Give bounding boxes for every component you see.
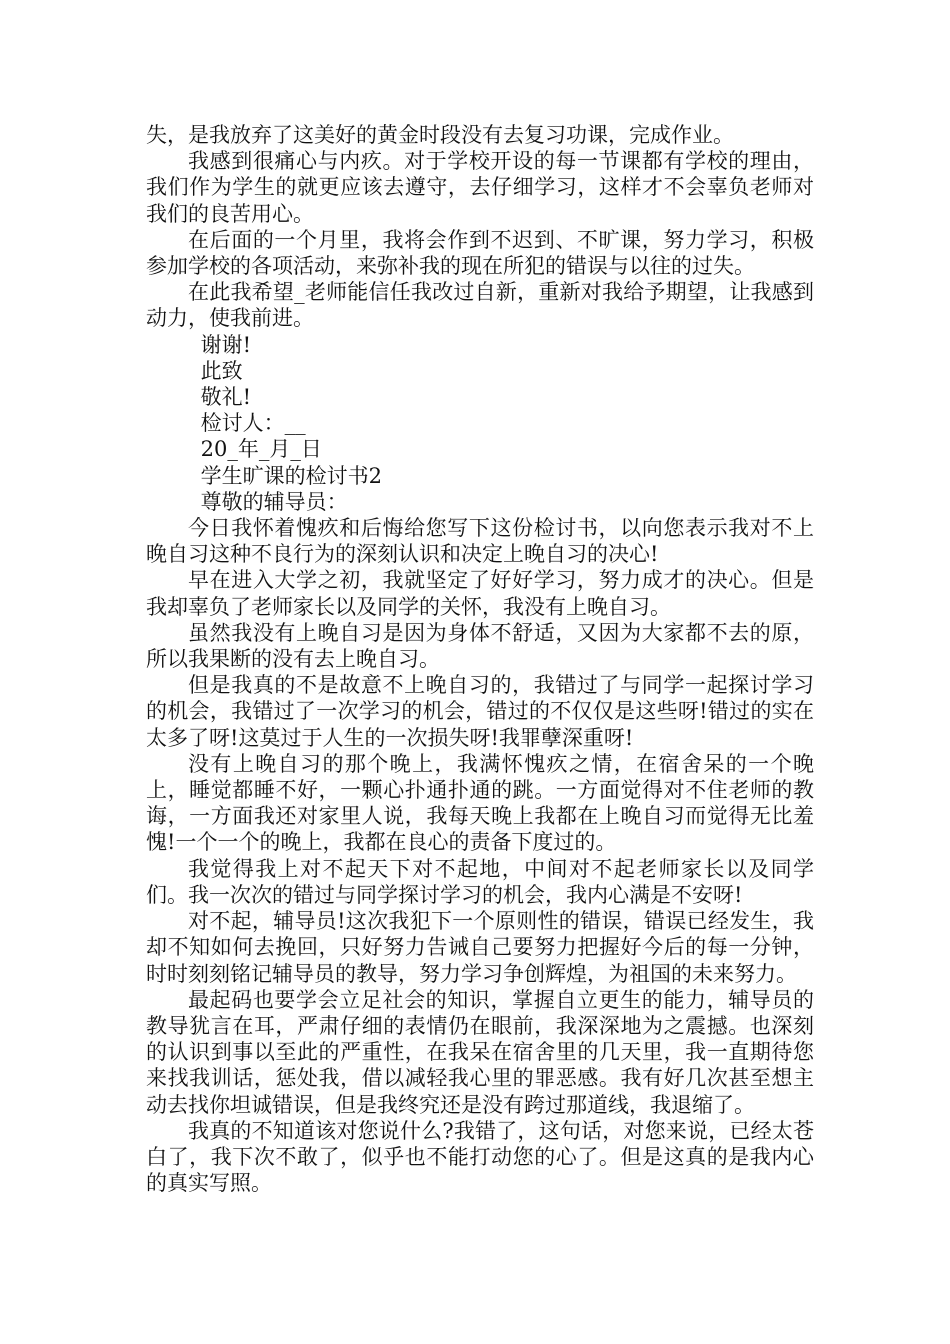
- paragraph: 失，是我放弃了这美好的黄金时段没有去复习功课，完成作业。: [146, 123, 734, 147]
- paragraph: 我感到很痛心与内疚。对于学校开设的每一节课都有学校的理由，我们作为学生的就更应该去遵守，去仔细学习，这样才不会辜负老师对我们的良苦用心。: [146, 149, 814, 226]
- paragraph: 我真的不知道该对您说什么?我错了，这句话，对您来说，已经太苍白了，我下次不敢了，似乎也不能打动您的心了。但是这真的是我内心的真实写照。: [146, 1118, 814, 1196]
- salutation: 尊敬的辅导员：: [200, 489, 348, 514]
- closing-thanks: 谢谢!: [200, 332, 252, 357]
- paragraph: 我觉得我上对不起天下对不起地，中间对不起老师家长以及同学们。我一次次的错过与同学探讨学习的机会，我内心满是不安呀!: [146, 856, 814, 907]
- paragraph: 对不起，辅导员!这次我犯下一个原则性的错误，错误已经发生，我却不知如何去挽回，只好努力告诫自己要努力把握好今后的每一分钟，时时刻刻铭记辅导员的教导，努力学习争创辉煌，为祖国的未来努力。: [146, 909, 814, 986]
- paragraph: 没有上晚自习的那个晚上，我满怀愧疚之情，在宿舍呆的一个晚上，睡觉都睡不好，一颗心扑通扑通的跳。一方面觉得对不住老师的教诲，一方面我还对家里人说，我每天晚上我都在上晚自习而觉得无比羞愧!一个一个的晚上，我都在良心的责备下度过的。: [146, 751, 814, 855]
- paragraph: 虽然我没有上晚自习是因为身体不舒适，又因为大家都不去的原，所以我果断的没有去上晚自习。: [146, 620, 814, 672]
- paragraph: 但是我真的不是故意不上晚自习的，我错过了与同学一起探讨学习的机会，我错过了一次学习的机会，错过的不仅仅是这些呀!错过的实在太多了呀!这莫过于人生的一次损失呀!我罪孽深重呀!: [146, 673, 814, 750]
- signer-line: 检讨人：__: [200, 411, 306, 436]
- paragraph: 最起码也要学会立足社会的知识，掌握自立更生的能力，辅导员的教导犹言在耳，严肃仔细的表情仍在眼前，我深深地为之震撼。也深刻的认识到事以至此的严重性，在我呆在宿舍里的几天里，我一直期待您来找我训话，惩处我，借以减轻我心里的罪恶感。我有好几次甚至想主动去找你坦诚错误，但是我终究还是没有跨过那道线，我退缩了。: [146, 987, 814, 1117]
- closing-zhi: 此致: [200, 358, 243, 383]
- date-line: 20_年_月_日: [200, 437, 322, 462]
- paragraph: 今日我怀着愧疚和后悔给您写下这份检讨书，以向您表示我对不上晚自习这种不良行为的深刻认识和决定上晚自习的决心!: [146, 516, 814, 567]
- paragraph: 在此我希望_老师能信任我改过自新，重新对我给予期望，让我感到动力，使我前进。: [146, 280, 814, 331]
- closing-jingli: 敬礼!: [200, 385, 252, 410]
- section-title: 学生旷课的检讨书2: [200, 463, 382, 488]
- document-page: [146, 122, 814, 1196]
- paragraph: 早在进入大学之初，我就坚定了好好学习，努力成才的决心。但是我却辜负了老师家长以及同学的关怀，我没有上晚自习。: [146, 568, 814, 619]
- paragraph: 在后面的一个月里，我将会作到不迟到、不旷课，努力学习，积极参加学校的各项活动，来弥补我的现在所犯的错误与以往的过失。: [146, 227, 814, 279]
